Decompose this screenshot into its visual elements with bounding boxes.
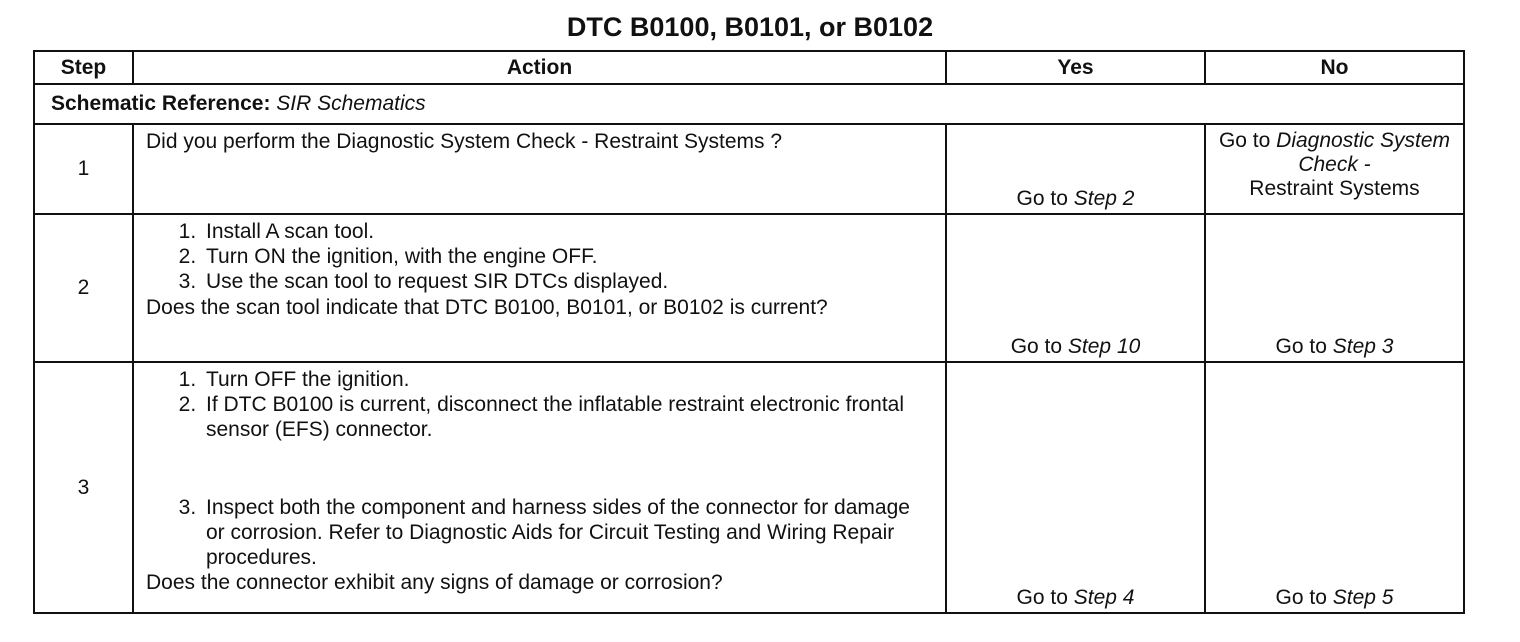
- action-cell: [133, 362, 946, 613]
- no-target: Step 3: [1332, 334, 1394, 358]
- schematic-reference-label: Schematic Reference:: [51, 92, 271, 116]
- table-row: [34, 362, 1464, 613]
- action-item: 2. Turn ON the ignition, with the engine OFF.: [202, 244, 933, 269]
- step-number: 1: [34, 124, 133, 214]
- yes-target: Step 2: [1073, 186, 1135, 210]
- step-number: 2: [34, 214, 133, 362]
- no-suffix: Restraint Systems: [1249, 177, 1420, 201]
- action-list: [146, 367, 933, 443]
- header-action: Action: [133, 51, 946, 84]
- schematic-reference-value: SIR Schematics: [276, 92, 426, 116]
- action-question: Did you perform the Diagnostic System Check - Restraint Systems ?: [146, 130, 783, 153]
- action-item: 2. If DTC B0100 is current, disconnect the inflatable restraint electronic frontal sensor (EFS) connector.: [202, 392, 933, 442]
- action-item: 3. Inspect both the component and harness sides of the connector for damage or corrosion. Refer to Diagnostic Aids for Circuit Testing and Wiring Repair procedures.: [202, 495, 933, 571]
- action-question: Does the scan tool indicate that DTC B0100, B0101, or B0102 is current?: [146, 295, 828, 319]
- header-step: Step: [34, 51, 133, 84]
- no-cell: [1205, 124, 1464, 214]
- no-cell: [1205, 362, 1464, 613]
- no-cell: [1205, 214, 1464, 362]
- yes-prefix: Go to: [1010, 334, 1063, 358]
- action-question: Does the connector exhibit any signs of damage or corrosion?: [146, 571, 723, 595]
- header-yes: Yes: [946, 51, 1205, 84]
- action-cell: [133, 214, 946, 362]
- action-item: 1. Turn OFF the ignition.: [202, 367, 933, 392]
- no-prefix: Go to: [1275, 334, 1327, 358]
- yes-prefix: Go to: [1016, 585, 1068, 609]
- table-row: [34, 124, 1464, 214]
- yes-target: Step 4: [1073, 585, 1135, 609]
- action-cell: [133, 124, 946, 214]
- no-target: Step 5: [1332, 585, 1394, 609]
- yes-cell: [946, 362, 1205, 613]
- yes-cell: [946, 214, 1205, 362]
- yes-cell: [946, 124, 1205, 214]
- header-row: [34, 51, 1464, 84]
- yes-prefix: Go to: [1016, 186, 1068, 210]
- action-item: 3. Use the scan tool to request SIR DTCs displayed.: [202, 269, 933, 294]
- table-row: [34, 214, 1464, 362]
- header-no: No: [1205, 51, 1464, 84]
- action-item: 1. Install A scan tool.: [202, 219, 933, 244]
- yes-target: Step 10: [1067, 334, 1141, 358]
- action-list-continued: [146, 495, 933, 571]
- no-prefix: Go to: [1218, 129, 1271, 152]
- step-number: 3: [34, 362, 133, 613]
- action-list: [146, 219, 933, 295]
- diagnostic-table: [33, 50, 1465, 614]
- page-title: DTC B0100, B0101, or B0102: [566, 12, 934, 42]
- schematic-reference: [34, 84, 1464, 124]
- no-target: Diagnostic System Check -: [1276, 129, 1451, 177]
- no-prefix: Go to: [1275, 585, 1327, 609]
- schematic-reference-row: [34, 84, 1464, 124]
